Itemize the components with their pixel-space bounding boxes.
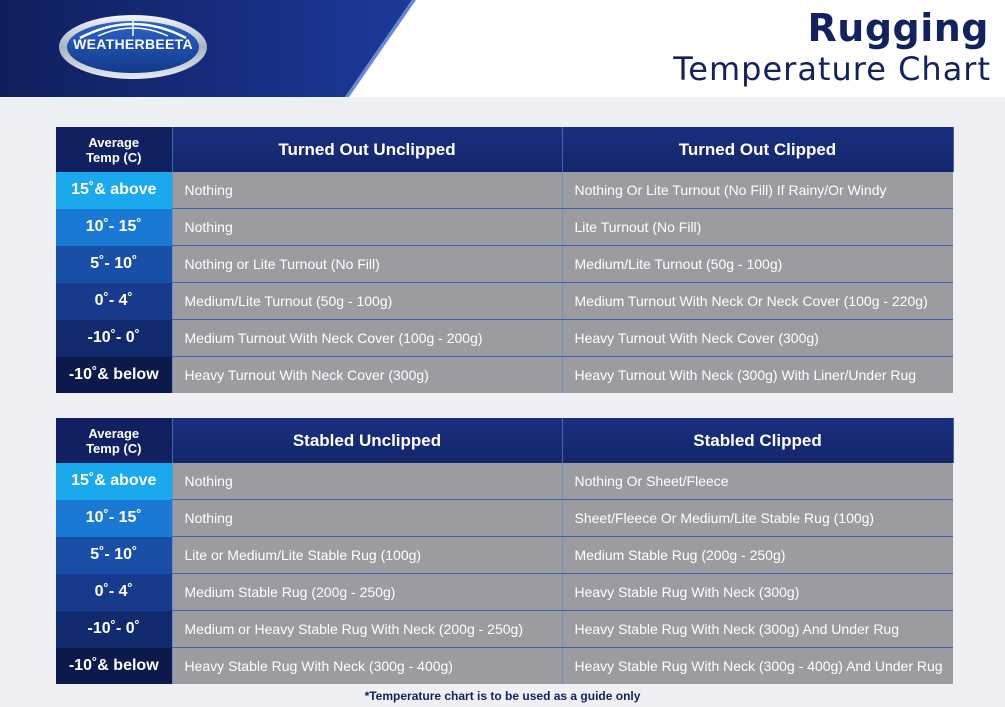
header	[0, 0, 1005, 97]
table-row	[56, 648, 953, 685]
table-row	[56, 283, 953, 320]
table-row	[56, 574, 953, 611]
table-row	[56, 463, 953, 500]
header-row	[56, 418, 953, 463]
stabled-unclipped-header: Stabled Unclipped	[172, 418, 562, 463]
table-row	[56, 320, 953, 357]
average-temp-header: Average Temp (C)	[56, 418, 172, 463]
turned-out-table	[56, 127, 954, 393]
table-row	[56, 209, 953, 246]
table-row	[56, 246, 953, 283]
unclipped-cell: Nothing	[172, 463, 562, 500]
temp-cell: 5˚- 10˚	[56, 246, 172, 283]
temp-cell: -10˚& below	[56, 648, 172, 685]
temp-cell: -10˚- 0˚	[56, 320, 172, 357]
unclipped-cell: Nothing	[172, 209, 562, 246]
average-temp-header: Average Temp (C)	[56, 127, 172, 172]
temp-cell: -10˚- 0˚	[56, 611, 172, 648]
clipped-cell: Medium Turnout With Neck Or Neck Cover (100g - 220g)	[562, 283, 953, 320]
clipped-cell: Nothing Or Lite Turnout (No Fill) If Rainy/Or Windy	[562, 172, 953, 209]
clipped-cell: Nothing Or Sheet/Fleece	[562, 463, 953, 500]
temp-cell: 5˚- 10˚	[56, 537, 172, 574]
unclipped-cell: Heavy Turnout With Neck Cover (300g)	[172, 357, 562, 394]
footnote: *Temperature chart is to be used as a guide only	[364, 689, 641, 703]
page-subtitle: Temperature Chart	[673, 50, 991, 88]
clipped-cell: Heavy Turnout With Neck Cover (300g)	[562, 320, 953, 357]
unclipped-cell: Nothing or Lite Turnout (No Fill)	[172, 246, 562, 283]
logo-text: WEATHERBEETA	[73, 36, 193, 52]
turned-out-unclipped-header: Turned Out Unclipped	[172, 127, 562, 172]
page-title: Rugging	[807, 6, 989, 50]
temp-cell: 15˚& above	[56, 172, 172, 209]
stabled-table	[56, 418, 954, 684]
temp-cell: 15˚& above	[56, 463, 172, 500]
table-row	[56, 357, 953, 394]
unclipped-cell: Lite or Medium/Lite Stable Rug (100g)	[172, 537, 562, 574]
clipped-cell: Heavy Stable Rug With Neck (300g) And Under Rug	[562, 611, 953, 648]
clipped-cell: Lite Turnout (No Fill)	[562, 209, 953, 246]
header-row	[56, 127, 953, 172]
unclipped-cell: Nothing	[172, 172, 562, 209]
clipped-cell: Heavy Stable Rug With Neck (300g - 400g) And Under Rug	[562, 648, 953, 685]
unclipped-cell: Medium Stable Rug (200g - 250g)	[172, 574, 562, 611]
clipped-cell: Medium/Lite Turnout (50g - 100g)	[562, 246, 953, 283]
turned-out-clipped-header: Turned Out Clipped	[562, 127, 953, 172]
clipped-cell: Heavy Stable Rug With Neck (300g)	[562, 574, 953, 611]
temp-cell: 0˚- 4˚	[56, 574, 172, 611]
table-row	[56, 537, 953, 574]
table-row	[56, 172, 953, 209]
unclipped-cell: Medium or Heavy Stable Rug With Neck (200g - 250g)	[172, 611, 562, 648]
temp-cell: 10˚- 15˚	[56, 209, 172, 246]
unclipped-cell: Nothing	[172, 500, 562, 537]
clipped-cell: Sheet/Fleece Or Medium/Lite Stable Rug (100g)	[562, 500, 953, 537]
table-row	[56, 500, 953, 537]
clipped-cell: Medium Stable Rug (200g - 250g)	[562, 537, 953, 574]
temp-cell: -10˚& below	[56, 357, 172, 394]
unclipped-cell: Medium Turnout With Neck Cover (100g - 200g)	[172, 320, 562, 357]
unclipped-cell: Medium/Lite Turnout (50g - 100g)	[172, 283, 562, 320]
clipped-cell: Heavy Turnout With Neck (300g) With Liner/Under Rug	[562, 357, 953, 394]
stabled-clipped-header: Stabled Clipped	[562, 418, 953, 463]
table-row	[56, 611, 953, 648]
temp-cell: 10˚- 15˚	[56, 500, 172, 537]
unclipped-cell: Heavy Stable Rug With Neck (300g - 400g)	[172, 648, 562, 685]
temp-cell: 0˚- 4˚	[56, 283, 172, 320]
